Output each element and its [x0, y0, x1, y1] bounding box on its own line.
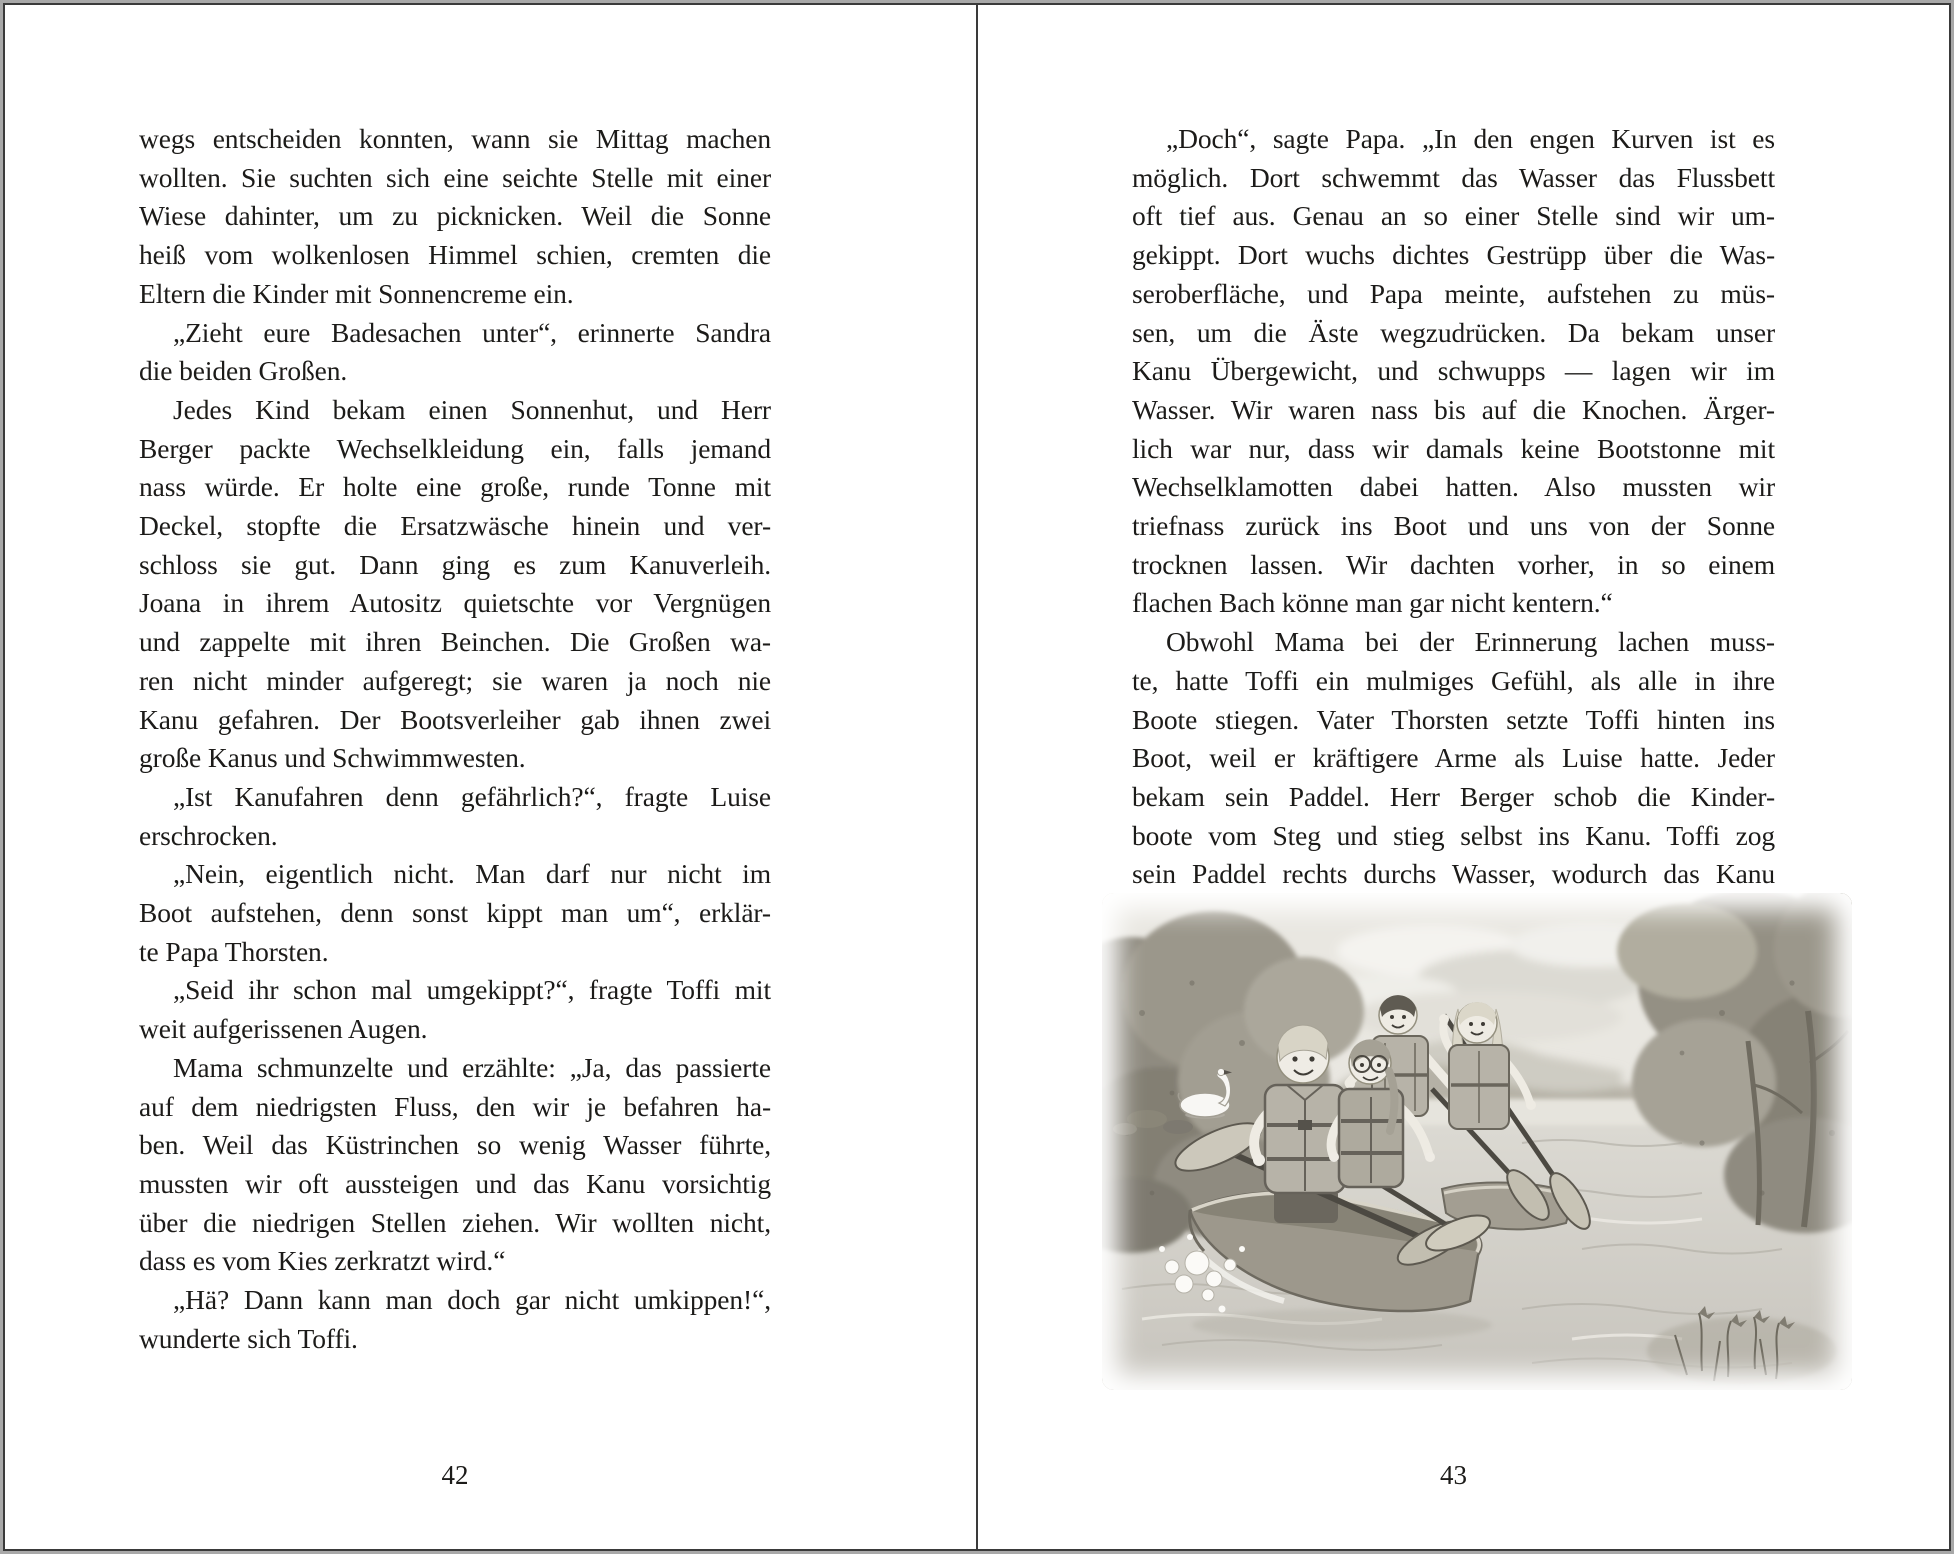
- text-line: te, hatte Toffi ein mulmiges Gefühl, als alle in ihre: [1132, 664, 1775, 696]
- text-line: dass es vom Kies zerkratzt wird.“: [139, 1245, 506, 1277]
- text-line: heiß vom wolkenlosen Himmel schien, cremten die: [139, 239, 771, 271]
- text-line: „Seid ihr schon mal umgekippt?“, fragte Toffi mit: [173, 974, 771, 1006]
- text-line: ben. Weil das Küstrinchen so wenig Wasser führte,: [139, 1129, 771, 1161]
- text-line: „Zieht eure Badesachen unter“, erinnerte Sandra: [173, 316, 771, 348]
- text-line: „Hä? Dann kann man doch gar nicht umkippen!“,: [173, 1284, 771, 1316]
- text-line: schloss sie gut. Dann ging es zum Kanuverleih.: [139, 548, 771, 580]
- text-line: sein Paddel rechts durchs Wasser, wodurch das Kanu: [1132, 858, 1775, 890]
- page-number-right: 43: [1440, 1460, 1467, 1490]
- text-line: flachen Bach könne man gar nicht kentern.“: [1132, 587, 1613, 619]
- text-line: Kanu gefahren. Der Bootsverleiher gab ihnen zwei: [139, 703, 771, 735]
- text-line: auf dem niedrigsten Fluss, den wir je befahren ha-: [139, 1090, 771, 1122]
- text-line: große Kanus und Schwimmwesten.: [139, 742, 526, 774]
- text-line: lich war nur, dass wir damals keine Bootstonne mit: [1132, 432, 1775, 464]
- right-page-text: [1132, 120, 1775, 894]
- text-line: Deckel, stopfte die Ersatzwäsche hinein und ver-: [139, 510, 771, 542]
- text-line: „Nein, eigentlich nicht. Man darf nur nicht im: [173, 858, 771, 890]
- left-page-text: [139, 120, 771, 1359]
- illustration-canoe-family-river: [1102, 893, 1852, 1390]
- text-line: trocknen lassen. Wir dachten vorher, in so einem: [1132, 548, 1775, 580]
- text-line: bekam sein Paddel. Herr Berger schob die Kinder-: [1132, 780, 1775, 812]
- text-line: gekippt. Dort wuchs dichtes Gestrüpp über die Was-: [1132, 239, 1775, 271]
- text-line: wunderte sich Toffi.: [139, 1322, 358, 1354]
- text-line: möglich. Dort schwemmt das Wasser das Flussbett: [1132, 161, 1775, 193]
- text-line: Berger packte Wechselkleidung ein, falls jemand: [139, 432, 771, 464]
- text-line: Boot, weil er kräftigere Arme als Luise hatte. Jeder: [1132, 742, 1775, 774]
- text-line: Wiese dahinter, um zu picknicken. Weil die Sonne: [139, 200, 771, 232]
- text-line: Eltern die Kinder mit Sonnencreme ein.: [139, 277, 574, 309]
- text-line: te Papa Thorsten.: [139, 935, 329, 967]
- text-line: nass würde. Er holte eine große, runde Tonne mit: [139, 471, 771, 503]
- text-line: seroberfläche, und Papa meinte, aufstehen zu müs-: [1132, 277, 1775, 309]
- text-line: Joana in ihrem Autositz quietschte vor Vergnügen: [139, 587, 771, 619]
- text-line: über die niedrigen Stellen ziehen. Wir wollten nicht,: [139, 1206, 771, 1238]
- text-line: oft tief aus. Genau an so einer Stelle sind wir um-: [1132, 200, 1775, 232]
- text-line: erschrocken.: [139, 819, 278, 851]
- canoe-scene-svg: [1102, 893, 1852, 1390]
- text-line: die beiden Großen.: [139, 355, 348, 387]
- text-line: Wasser. Wir waren nass bis auf die Knochen. Ärger-: [1132, 393, 1775, 425]
- text-line: weit aufgerissenen Augen.: [139, 1013, 428, 1045]
- text-line: Boot aufstehen, denn sonst kippt man um“, erklär-: [139, 897, 771, 929]
- text-line: boote vom Steg und stieg selbst ins Kanu. Toffi zog: [1132, 819, 1775, 851]
- text-line: wollten. Sie suchten sich eine seichte Stelle mit einer: [139, 161, 771, 193]
- text-line: mussten wir oft aussteigen und das Kanu vorsichtig: [139, 1167, 771, 1199]
- text-line: Boote stiegen. Vater Thorsten setzte Toffi hinten ins: [1132, 703, 1775, 735]
- page-divider: [976, 5, 978, 1549]
- text-line: „Ist Kanufahren denn gefährlich?“, fragte Luise: [173, 780, 771, 812]
- text-line: sen, um die Äste wegzudrücken. Da bekam unser: [1132, 316, 1775, 348]
- text-line: triefnass zurück ins Boot und uns von der Sonne: [1132, 510, 1775, 542]
- text-line: Kanu Übergewicht, und schwupps — lagen wir im: [1132, 355, 1775, 387]
- text-line: Jedes Kind bekam einen Sonnenhut, und Herr: [173, 393, 771, 425]
- text-line: und zappelte mit ihren Beinchen. Die Großen wa-: [139, 626, 771, 658]
- text-line: ren nicht minder aufgeregt; sie waren ja noch nie: [139, 664, 771, 696]
- text-line: Wechselklamotten dabei hatten. Also mussten wir: [1132, 471, 1775, 503]
- text-line: Obwohl Mama bei der Erinnerung lachen muss-: [1166, 626, 1775, 658]
- text-line: „Doch“, sagte Papa. „In den engen Kurven ist es: [1166, 123, 1775, 154]
- text-line: Mama schmunzelte und erzählte: „Ja, das passierte: [173, 1051, 771, 1083]
- page-number-left: 42: [441, 1460, 469, 1490]
- text-line: wegs entscheiden konnten, wann sie Mittag machen: [139, 123, 771, 154]
